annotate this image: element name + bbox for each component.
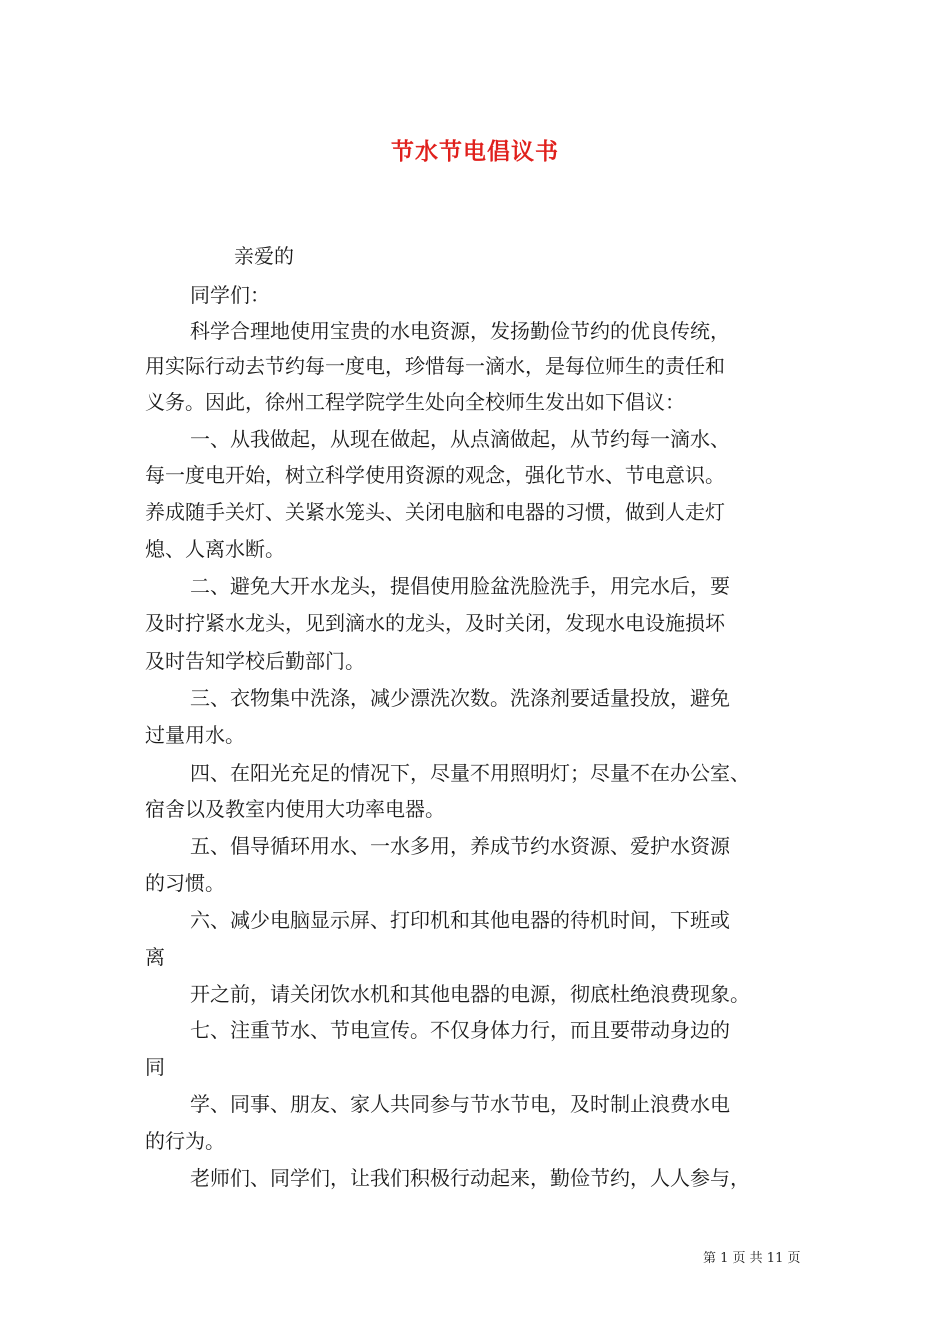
paragraph-line: 五、倡导循环用水、一水多用，养成节约水资源、爱护水资源 — [190, 834, 730, 858]
paragraph-line: 科学合理地使用宝贵的水电资源，发扬勤俭节约的优良传统， — [190, 319, 730, 343]
paragraph-line: 七、注重节水、节电宣传。不仅身体力行，而且要带动身边的 — [190, 1018, 730, 1042]
paragraph-line: 熄、人离水断。 — [145, 537, 285, 561]
salutation-line: 同学们： — [190, 283, 270, 307]
paragraph-line: 一、从我做起，从现在做起，从点滴做起，从节约每一滴水、 — [190, 427, 730, 451]
paragraph-line: 同 — [145, 1055, 165, 1079]
paragraph-line: 宿舍以及教室内使用大功率电器。 — [145, 797, 445, 821]
paragraph-line: 的行为。 — [145, 1129, 225, 1153]
paragraph-line: 三、衣物集中洗涤，减少漂洗次数。洗涤剂要适量投放，避免 — [190, 686, 730, 710]
paragraph-line: 义务。因此，徐州工程学院学生处向全校师生发出如下倡议： — [145, 390, 685, 414]
paragraph-line: 离 — [145, 945, 165, 969]
page-number-footer: 第 1 页 共 11 页 — [703, 1251, 801, 1266]
paragraph-line: 的习惯。 — [145, 871, 225, 895]
paragraph-line: 及时拧紧水龙头，见到滴水的龙头，及时关闭，发现水电设施损坏 — [145, 611, 725, 635]
paragraph-line: 开之前，请关闭饮水机和其他电器的电源，彻底杜绝浪费现象。 — [190, 982, 750, 1006]
paragraph-line: 四、在阳光充足的情况下，尽量不用照明灯；尽量不在办公室、 — [190, 761, 750, 785]
paragraph-line: 养成随手关灯、关紧水笼头、关闭电脑和电器的习惯，做到人走灯 — [145, 500, 725, 524]
paragraph-line: 学、同事、朋友、家人共同参与节水节电，及时制止浪费水电 — [190, 1092, 730, 1116]
paragraph-line: 用实际行动去节约每一度电，珍惜每一滴水，是每位师生的责任和 — [145, 354, 725, 378]
paragraph-line: 及时告知学校后勤部门。 — [145, 649, 365, 673]
paragraph-line: 老师们、同学们，让我们积极行动起来，勤俭节约，人人参与， — [190, 1166, 750, 1190]
document-title: 节水节电倡议书 — [391, 138, 559, 165]
paragraph-line: 二、避免大开水龙头，提倡使用脸盆洗脸洗手，用完水后，要 — [190, 574, 730, 598]
paragraph-line: 过量用水。 — [145, 723, 245, 747]
salutation-line: 亲爱的 — [234, 244, 294, 268]
paragraph-line: 每一度电开始，树立科学使用资源的观念，强化节水、节电意识。 — [145, 463, 725, 487]
paragraph-line: 六、减少电脑显示屏、打印机和其他电器的待机时间，下班或 — [190, 908, 730, 932]
